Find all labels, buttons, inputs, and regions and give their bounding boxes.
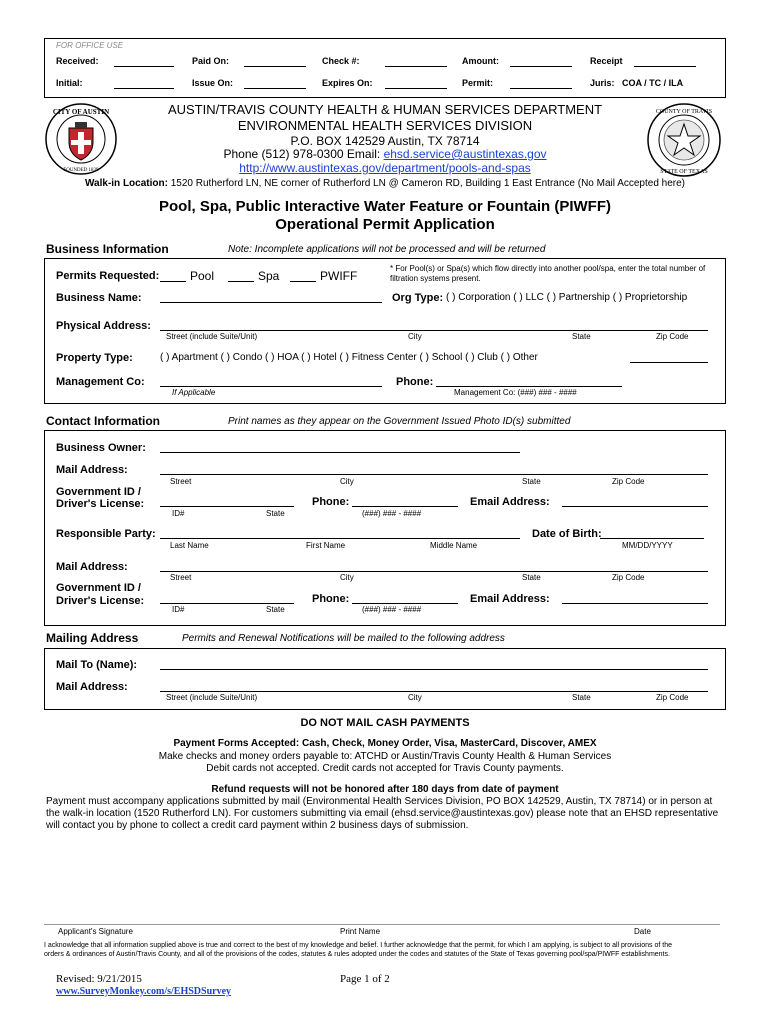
owner-state-sublabel: State <box>522 477 541 486</box>
rp-email-field[interactable] <box>562 603 708 604</box>
pools-url-link[interactable]: http://www.austintexas.gov/department/pools-and-spas <box>239 161 531 175</box>
rp-phone-field[interactable] <box>352 603 458 604</box>
permit-label: Permit: <box>462 78 494 88</box>
property-type-label: Property Type: <box>56 352 133 364</box>
property-other-field[interactable] <box>630 362 708 363</box>
rp-id-state-sublabel: State <box>266 605 285 614</box>
paid-on-label: Paid On: <box>192 56 230 66</box>
payment-debit: Debit cards not accepted. Credit cards not accepted for Travis County payments. <box>206 763 564 774</box>
rp-city-sublabel: City <box>340 573 354 582</box>
expires-on-label: Expires On: <box>322 78 373 88</box>
mailing-address-field[interactable] <box>160 691 708 692</box>
physical-address-label: Physical Address: <box>56 320 151 332</box>
receipt-label: Receipt <box>590 56 623 66</box>
refund-heading: Refund requests will not be honored after 180 days from date of payment <box>211 784 559 795</box>
owner-gov-id-label-2: Driver's License: <box>56 498 145 510</box>
piwff-count-field[interactable] <box>290 281 316 282</box>
rp-gov-id-label-1: Government ID / <box>56 582 141 594</box>
spa-count-field[interactable] <box>228 281 254 282</box>
org-type-label: Org Type: <box>392 292 444 304</box>
permits-requested-label: Permits Requested: <box>56 270 160 282</box>
owner-street-sublabel: Street <box>170 477 192 486</box>
juris-label: Juris: <box>590 78 615 88</box>
dob-field[interactable] <box>600 538 704 539</box>
owner-zip-sublabel: Zip Code <box>612 477 645 486</box>
walkin-line <box>0 178 770 189</box>
survey-link <box>56 986 231 997</box>
seal-left-top-text: CITY OF AUSTIN <box>52 108 110 116</box>
receipt-field[interactable] <box>634 66 696 67</box>
email-link[interactable]: ehsd.service@austintexas.gov <box>383 147 547 161</box>
pool-count-field[interactable] <box>160 281 186 282</box>
filtration-footnote: * For Pool(s) or Spa(s) which flow directly into another pool/spa, enter the total number of filtration systems present. <box>390 264 706 283</box>
rp-middle-name-sublabel: Middle Name <box>430 541 478 550</box>
owner-gov-id-field[interactable] <box>160 506 294 507</box>
initial-label: Initial: <box>56 78 83 88</box>
mailing-street-sublabel: Street (include Suite/Unit) <box>166 693 258 702</box>
business-owner-field[interactable] <box>160 452 520 453</box>
dept-heading: AUSTIN/TRAVIS COUNTY HEALTH & HUMAN SERVICES DEPARTMENT <box>167 102 603 117</box>
payment-forms: Payment Forms Accepted: Cash, Check, Money Order, Visa, MasterCard, Discover, AMEX <box>173 738 597 749</box>
physical-zip-sublabel: Zip Code <box>656 332 689 341</box>
pool-label: Pool <box>190 269 215 283</box>
office-use-box <box>44 38 726 98</box>
payment-payable: Make checks and money orders payable to: ATCHD or Austin/Travis County Health & Human Services <box>158 751 612 762</box>
rp-phone-label: Phone: <box>312 593 350 605</box>
business-name-field[interactable] <box>160 302 382 303</box>
received-field[interactable] <box>114 66 174 67</box>
rp-mail-address-label: Mail Address: <box>56 561 128 573</box>
owner-mail-address-field[interactable] <box>160 474 708 475</box>
owner-phone-field[interactable] <box>352 506 458 507</box>
mgmt-phone-label: Phone: <box>396 376 434 388</box>
mgmt-phone-field[interactable] <box>436 386 622 387</box>
owner-phone-sublabel: (###) ### - #### <box>362 509 422 518</box>
contact-heading: Contact Information <box>46 414 160 428</box>
physical-street-sublabel: Street (include Suite/Unit) <box>166 332 258 341</box>
rp-first-name-sublabel: First Name <box>306 541 346 550</box>
property-type-options[interactable]: ( ) Apartment ( ) Condo ( ) HOA ( ) Hotel ( ) Fitness Center ( ) School ( ) Club ( ) Other <box>160 352 538 363</box>
check-label: Check #: <box>322 56 360 66</box>
business-note: Note: Incomplete applications will not be processed and will be returned <box>228 244 546 255</box>
mailing-box <box>44 648 726 710</box>
walkin-value: 1520 Rutherford LN, NE corner of Rutherford LN @ Cameron RD, Building 1 East Entrance (No Mail Accepted here) <box>167 178 686 189</box>
payment-para-3: will contact you by phone to collect a credit card payment within 2 business days of submission. <box>46 820 469 831</box>
contact-note: Print names as they appear on the Government Issued Photo ID(s) submitted <box>228 416 571 427</box>
owner-email-label: Email Address: <box>470 496 550 508</box>
if-applicable-sublabel: If Applicable <box>172 388 216 397</box>
rp-gov-id-field[interactable] <box>160 603 294 604</box>
responsible-party-field[interactable] <box>160 538 520 539</box>
survey-monkey-link[interactable]: www.SurveyMonkey.com/s/EHSDSurvey <box>56 986 232 997</box>
rp-email-label: Email Address: <box>470 593 550 605</box>
city-of-austin-seal-icon <box>44 102 118 176</box>
rp-last-name-sublabel: Last Name <box>170 541 209 550</box>
mail-to-field[interactable] <box>160 669 708 670</box>
seal-left-bottom-text: FOUNDED 1839 <box>63 168 99 173</box>
owner-email-field[interactable] <box>562 506 708 507</box>
org-type-options[interactable]: ( ) Corporation ( ) LLC ( ) Partnership ( ) Proprietorship <box>446 292 688 303</box>
date-label: Date <box>634 927 651 936</box>
page-number: Page 1 of 2 <box>340 973 390 985</box>
phone-prefix: Phone (512) 978-0300 Email: <box>223 147 384 161</box>
paid-on-field[interactable] <box>244 66 306 67</box>
mailing-zip-sublabel: Zip Code <box>656 693 689 702</box>
piwff-label: PWIFF <box>320 269 358 283</box>
management-co-field[interactable] <box>160 386 382 387</box>
mailing-state-sublabel: State <box>572 693 591 702</box>
owner-phone-label: Phone: <box>312 496 350 508</box>
issue-on-field[interactable] <box>244 88 306 89</box>
po-box: P.O. BOX 142529 Austin, TX 78714 <box>290 134 480 148</box>
owner-mail-address-label: Mail Address: <box>56 464 128 476</box>
division-heading: ENVIRONMENTAL HEALTH SERVICES DIVISION <box>237 118 533 133</box>
business-name-label: Business Name: <box>56 292 142 304</box>
payment-para-1: Payment must accompany applications submitted by mail (Environmental Health Services Division, PO BOX 142529, Austin, TX 78714) or in person at <box>46 796 713 807</box>
rp-state-sublabel: State <box>522 573 541 582</box>
mail-to-label: Mail To (Name): <box>56 659 138 671</box>
payment-para-2: the walk-in location (1520 Rutherford LN). For customers submitting via email (ehsd.service@austintexas.gov) please note that an EHSD representative <box>46 808 719 819</box>
form-title-1: Pool, Spa, Public Interactive Water Feature or Fountain (PIWFF) <box>159 198 611 215</box>
rp-zip-sublabel: Zip Code <box>612 573 645 582</box>
rp-id-sublabel: ID# <box>172 605 185 614</box>
juris-value: COA / TC / ILA <box>622 78 684 88</box>
physical-address-field[interactable] <box>160 330 708 331</box>
print-name-label: Print Name <box>340 927 381 936</box>
permit-field[interactable] <box>510 88 572 89</box>
issue-on-label: Issue On: <box>192 78 234 88</box>
form-title-2: Operational Permit Application <box>275 216 495 233</box>
business-owner-label: Business Owner: <box>56 442 146 454</box>
spa-label: Spa <box>258 269 280 283</box>
amount-field[interactable] <box>510 66 572 67</box>
mgmt-phone-sublabel: Management Co: (###) ### - #### <box>454 388 577 397</box>
rp-mail-address-field[interactable] <box>160 571 708 572</box>
no-cash-heading: DO NOT MAIL CASH PAYMENTS <box>300 717 470 729</box>
received-label: Received: <box>56 56 99 66</box>
dob-sublabel: MM/DD/YYYY <box>622 541 673 550</box>
owner-city-sublabel: City <box>340 477 354 486</box>
travis-county-seal-icon <box>646 102 722 178</box>
management-co-label: Management Co: <box>56 376 145 388</box>
mailing-note: Permits and Renewal Notifications will be mailed to the following address <box>182 633 505 644</box>
rp-gov-id-label-2: Driver's License: <box>56 595 145 607</box>
responsible-party-label: Responsible Party: <box>56 528 156 540</box>
applicant-signature-label: Applicant's Signature <box>58 927 133 936</box>
acknowledgement-2: orders & ordinances of Austin/Travis County, and all of the provisions of the codes, statutes & rules adopted under the codes and statutes of the State of Texas governing pool/spa/PIWFF establishments. <box>44 951 670 958</box>
seal-right-top-text: COUNTY OF TRAVIS <box>655 109 713 115</box>
physical-city-sublabel: City <box>408 332 422 341</box>
mailing-address-label: Mail Address: <box>56 681 128 693</box>
owner-id-sublabel: ID# <box>172 509 185 518</box>
signature-line[interactable] <box>44 924 720 925</box>
seal-right-bottom-text: STATE OF TEXAS <box>660 169 708 175</box>
office-use-title: FOR OFFICE USE <box>56 41 124 50</box>
expires-on-field[interactable] <box>385 88 447 89</box>
dob-label: Date of Birth: <box>532 528 602 540</box>
mailing-city-sublabel: City <box>408 693 422 702</box>
acknowledgement-1: I acknowledge that all information supplied above is true and correct to the best of my knowledge and belief. I further acknowledge that the permit, for which I am applying, is subject to all provisions of the <box>44 942 673 949</box>
owner-id-state-sublabel: State <box>266 509 285 518</box>
rp-street-sublabel: Street <box>170 573 192 582</box>
mailing-heading: Mailing Address <box>46 631 139 645</box>
walkin-label: Walk-in Location: <box>84 178 168 189</box>
rp-phone-sublabel: (###) ### - #### <box>362 605 422 614</box>
business-heading: Business Information <box>46 242 169 256</box>
amount-label: Amount: <box>462 56 499 66</box>
phone-email-line <box>120 147 650 161</box>
physical-state-sublabel: State <box>572 332 591 341</box>
owner-gov-id-label-1: Government ID / <box>56 486 141 498</box>
url-line <box>120 161 650 175</box>
initial-field[interactable] <box>114 88 174 89</box>
revised-date: Revised: 9/21/2015 <box>56 973 142 985</box>
check-field[interactable] <box>385 66 447 67</box>
